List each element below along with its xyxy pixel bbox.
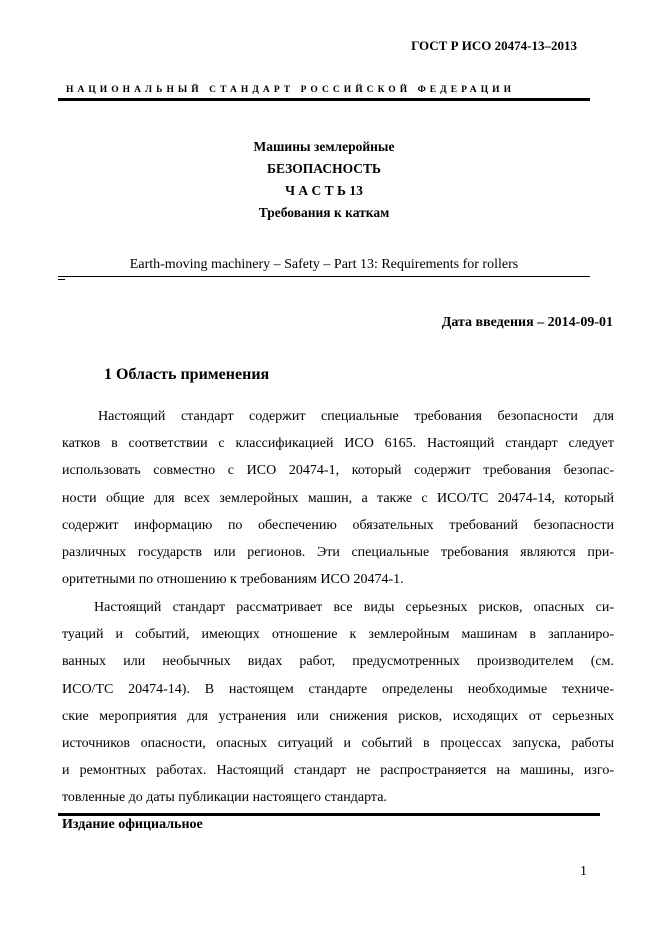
divider-tick <box>58 279 65 280</box>
introduction-date: Дата введения – 2014-09-01 <box>441 315 613 330</box>
title-machines: Машины землеройные <box>253 139 395 154</box>
paragraph-scope-2 <box>62 594 614 812</box>
document-title <box>58 136 590 224</box>
footer-divider <box>58 813 600 816</box>
paragraph-line: туаций и событий, имеющих отношение к землеройным машинам в запланиро- <box>62 627 614 643</box>
paragraph-line: и ремонтных работах. Настоящий стандарт не распространяется на машины, изго- <box>62 763 614 779</box>
paragraph-line: ности общие для всех землеройных машин, а также с ИСО/ТС 20474-14, который <box>62 490 614 506</box>
paragraph-line: оритетными по отношению к требованиям ИСО 20474-1. <box>62 572 404 588</box>
paragraph-scope-1 <box>62 403 614 593</box>
paragraph-line: ские мероприятия для устранения или снижения рисков, исходящих от серьезных <box>62 708 614 724</box>
paragraph-line: ИСО/ТС 20474-14). В настоящем стандарте определены необходимые техниче- <box>62 681 614 697</box>
paragraph-line: источников опасности, опасных ситуаций и событий в процессах запуска, работы <box>62 736 614 752</box>
title-requirements: Требования к каткам <box>258 205 390 220</box>
section-heading: 1 Область применения <box>104 366 270 383</box>
paragraph-line: различных государств или регионов. Эти специальные требования являются при- <box>62 545 614 561</box>
paragraph-line: катков в соответствии с классификацией ИСО 6165. Настоящий стандарт следует <box>62 436 614 452</box>
paragraph-line: использовать совместно с ИСО 20474-1, который содержит требования безопас- <box>62 463 614 479</box>
top-divider <box>58 98 590 101</box>
title-divider <box>58 276 590 277</box>
standard-number: ГОСТ Р ИСО 20474-13–2013 <box>411 38 577 53</box>
paragraph-line: Настоящий стандарт рассматривает все виды серьезных рисков, опасных си- <box>94 600 614 615</box>
english-title: Earth-moving machinery – Safety – Part 13: Requirements for rollers <box>129 257 519 272</box>
national-standard-banner: НАЦИОНАЛЬНЫЙ СТАНДАРТ РОССИЙСКОЙ ФЕДЕРАЦИИ <box>66 85 516 95</box>
paragraph-line: Настоящий стандарт содержит специальные требования безопасности для <box>98 409 614 424</box>
paragraph-line: товленные до даты публикации настоящего стандарта. <box>62 790 387 806</box>
page-number: 1 <box>580 864 587 879</box>
paragraph-line: ванных или необычных видах работ, предусмотренных производителем (см. <box>62 654 614 670</box>
official-edition-label: Издание официальное <box>62 817 203 832</box>
paragraph-line: содержит информацию по обеспечению обязательных требований безопасности <box>62 517 614 533</box>
title-safety: БЕЗОПАСНОСТЬ <box>267 161 381 176</box>
title-part: Ч А С Т Ь 13 <box>285 183 363 198</box>
